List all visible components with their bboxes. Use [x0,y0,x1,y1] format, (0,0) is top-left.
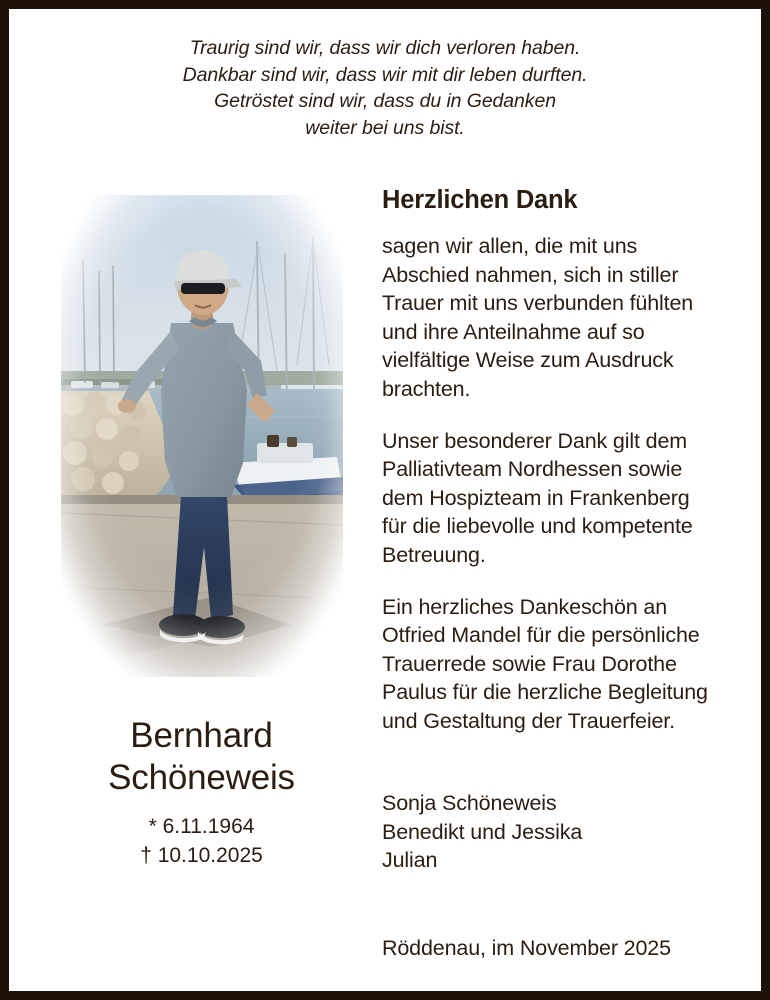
signer-line-1: Sonja Schöneweis [382,791,557,815]
signer-line-3: Julian [382,848,438,873]
deceased-name-block [49,715,354,870]
memorial-verse [9,35,761,141]
harbour-scene-illustration [61,195,343,677]
thanks-heading: Herzlichen Dank [382,186,578,214]
thanks-paragraph-3: Ein herzliches Dankeschön an Otfried Mandel für die persönliche Trauerrede sowie Frau Dorothe Paulus für die herzliche Begleitung und Gestaltung der Trauerfeier. [382,594,708,733]
signers-block [382,789,712,875]
notice-inner [9,9,761,991]
death-date: † 10.10.2025 [140,844,263,867]
place-and-date: Röddenau, im November 2025 [382,936,671,960]
verse-line-2: Dankbar sind wir, dass wir mit dir leben durften. [182,63,588,86]
verse-line-1: Traurig sind wir, dass wir dich verloren haben. [189,37,581,59]
portrait-photo [61,195,343,677]
signer-line-2: Benedikt und Jessika [382,819,583,844]
deceased-last-name: Schöneweis [108,758,295,797]
birth-date: * 6.11.1964 [148,815,255,838]
thanks-paragraph-1: sagen wir allen, die mit uns Abschied nahmen, sich in stiller Trauer mit uns verbunden fühlten und ihre Anteilnahme auf so vielfältige Weise zum Ausdruck brachten. [382,234,694,401]
portrait-photo-image [61,195,343,677]
verse-line-4: weiter bei uns bist. [305,116,465,139]
deceased-first-name: Bernhard [130,716,273,755]
deceased-dates [49,812,354,870]
thanks-paragraph-2: Unser besonderer Dank gilt dem Palliativteam Nordhessen sowie dem Hospizteam in Frankenberg für die liebevolle und kompetente Betreuung. [382,428,693,567]
thanks-column [382,185,712,736]
verse-line-3: Getröstet sind wir, dass du in Gedanken [214,90,556,112]
